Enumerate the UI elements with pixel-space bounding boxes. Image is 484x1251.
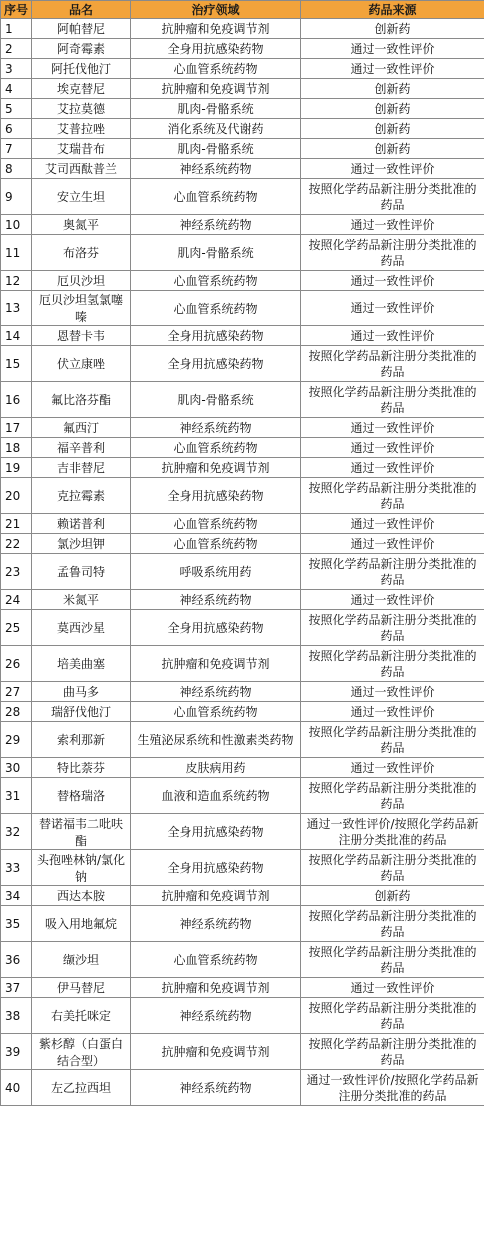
row-number: 34 <box>1 886 32 906</box>
table-row <box>1 271 484 291</box>
drug-name: 赖诺普利 <box>32 514 131 534</box>
row-number: 40 <box>1 1070 32 1106</box>
therapy-area: 全身用抗感染药物 <box>131 39 301 59</box>
therapy-area: 抗肿瘤和免疫调节剂 <box>131 1034 301 1070</box>
row-number: 18 <box>1 438 32 458</box>
therapy-area: 抗肿瘤和免疫调节剂 <box>131 19 301 39</box>
drug-name: 培美曲塞 <box>32 646 131 682</box>
table-row <box>1 942 484 978</box>
row-number: 14 <box>1 326 32 346</box>
drug-source: 创新药 <box>301 886 484 906</box>
drug-name: 瑞舒伐他汀 <box>32 702 131 722</box>
therapy-area: 全身用抗感染药物 <box>131 850 301 886</box>
table-row <box>1 346 484 382</box>
drug-source: 通过一致性评价 <box>301 534 484 554</box>
row-number: 20 <box>1 478 32 514</box>
table-row <box>1 778 484 814</box>
drug-name: 恩替卡韦 <box>32 326 131 346</box>
therapy-area: 全身用抗感染药物 <box>131 610 301 646</box>
row-number: 2 <box>1 39 32 59</box>
therapy-area: 神经系统药物 <box>131 998 301 1034</box>
therapy-area: 肌肉-骨骼系统 <box>131 139 301 159</box>
table-row <box>1 326 484 346</box>
table-row <box>1 554 484 590</box>
drug-source: 通过一致性评价 <box>301 39 484 59</box>
row-number: 8 <box>1 159 32 179</box>
row-number: 13 <box>1 291 32 326</box>
drug-source: 按照化学药品新注册分类批准的药品 <box>301 998 484 1034</box>
drug-source: 创新药 <box>301 99 484 119</box>
therapy-area: 肌肉-骨骼系统 <box>131 235 301 271</box>
table-row <box>1 458 484 478</box>
drug-name: 吸入用地氟烷 <box>32 906 131 942</box>
drug-name: 艾司西酞普兰 <box>32 159 131 179</box>
drug-source: 创新药 <box>301 119 484 139</box>
drug-name: 氯沙坦钾 <box>32 534 131 554</box>
drug-source: 按照化学药品新注册分类批准的药品 <box>301 942 484 978</box>
table-row <box>1 850 484 886</box>
header-name: 品名 <box>32 1 131 19</box>
row-number: 12 <box>1 271 32 291</box>
table-row <box>1 19 484 39</box>
drug-name: 替诺福韦二吡呋酯 <box>32 814 131 850</box>
drug-source: 通过一致性评价/按照化学药品新注册分类批准的药品 <box>301 814 484 850</box>
drug-name: 奥氮平 <box>32 215 131 235</box>
therapy-area: 神经系统药物 <box>131 590 301 610</box>
therapy-area: 肌肉-骨骼系统 <box>131 99 301 119</box>
drug-source: 通过一致性评价 <box>301 590 484 610</box>
therapy-area: 呼吸系统用药 <box>131 554 301 590</box>
drug-source: 按照化学药品新注册分类批准的药品 <box>301 1034 484 1070</box>
table-row <box>1 722 484 758</box>
therapy-area: 抗肿瘤和免疫调节剂 <box>131 458 301 478</box>
row-number: 23 <box>1 554 32 590</box>
table-row <box>1 235 484 271</box>
drug-source: 创新药 <box>301 19 484 39</box>
drug-name: 米氮平 <box>32 590 131 610</box>
row-number: 27 <box>1 682 32 702</box>
therapy-area: 全身用抗感染药物 <box>131 326 301 346</box>
therapy-area: 心血管系统药物 <box>131 534 301 554</box>
drug-name: 孟鲁司特 <box>32 554 131 590</box>
drug-name: 艾拉莫德 <box>32 99 131 119</box>
drug-source: 按照化学药品新注册分类批准的药品 <box>301 722 484 758</box>
table-row <box>1 478 484 514</box>
drug-name: 厄贝沙坦 <box>32 271 131 291</box>
row-number: 10 <box>1 215 32 235</box>
drug-source: 通过一致性评价 <box>301 326 484 346</box>
drug-name: 布洛芬 <box>32 235 131 271</box>
therapy-area: 血液和造血系统药物 <box>131 778 301 814</box>
table-row <box>1 590 484 610</box>
drug-source: 按照化学药品新注册分类批准的药品 <box>301 850 484 886</box>
row-number: 7 <box>1 139 32 159</box>
drug-name: 吉非替尼 <box>32 458 131 478</box>
therapy-area: 心血管系统药物 <box>131 59 301 79</box>
drug-name: 福辛普利 <box>32 438 131 458</box>
therapy-area: 全身用抗感染药物 <box>131 814 301 850</box>
table-row <box>1 702 484 722</box>
drug-source: 按照化学药品新注册分类批准的药品 <box>301 554 484 590</box>
header-num: 序号 <box>1 1 32 19</box>
therapy-area: 心血管系统药物 <box>131 179 301 215</box>
drug-name: 艾普拉唑 <box>32 119 131 139</box>
table-row <box>1 382 484 418</box>
row-number: 36 <box>1 942 32 978</box>
therapy-area: 神经系统药物 <box>131 906 301 942</box>
row-number: 24 <box>1 590 32 610</box>
therapy-area: 心血管系统药物 <box>131 438 301 458</box>
therapy-area: 抗肿瘤和免疫调节剂 <box>131 978 301 998</box>
drug-source: 按照化学药品新注册分类批准的药品 <box>301 235 484 271</box>
row-number: 3 <box>1 59 32 79</box>
row-number: 4 <box>1 79 32 99</box>
row-number: 16 <box>1 382 32 418</box>
drug-source: 通过一致性评价 <box>301 682 484 702</box>
drug-name: 替格瑞洛 <box>32 778 131 814</box>
table-row <box>1 291 484 326</box>
row-number: 15 <box>1 346 32 382</box>
table-row <box>1 534 484 554</box>
table-row <box>1 1034 484 1070</box>
header-source: 药品来源 <box>301 1 484 19</box>
drug-name: 艾瑞昔布 <box>32 139 131 159</box>
row-number: 32 <box>1 814 32 850</box>
row-number: 9 <box>1 179 32 215</box>
table-row <box>1 418 484 438</box>
drug-name: 西达本胺 <box>32 886 131 906</box>
therapy-area: 生殖泌尿系统和性激素类药物 <box>131 722 301 758</box>
therapy-area: 抗肿瘤和免疫调节剂 <box>131 79 301 99</box>
drug-name: 索利那新 <box>32 722 131 758</box>
drug-name: 左乙拉西坦 <box>32 1070 131 1106</box>
row-number: 6 <box>1 119 32 139</box>
drug-source: 通过一致性评价 <box>301 215 484 235</box>
drug-name: 埃克替尼 <box>32 79 131 99</box>
table-row <box>1 215 484 235</box>
drug-source: 通过一致性评价 <box>301 438 484 458</box>
drug-source: 按照化学药品新注册分类批准的药品 <box>301 179 484 215</box>
drug-name: 阿托伐他汀 <box>32 59 131 79</box>
drug-source: 通过一致性评价 <box>301 59 484 79</box>
drug-name: 曲马多 <box>32 682 131 702</box>
drug-source: 按照化学药品新注册分类批准的药品 <box>301 778 484 814</box>
drug-name: 克拉霉素 <box>32 478 131 514</box>
table-row <box>1 682 484 702</box>
drug-name: 阿奇霉素 <box>32 39 131 59</box>
row-number: 33 <box>1 850 32 886</box>
therapy-area: 肌肉-骨骼系统 <box>131 382 301 418</box>
drug-source: 创新药 <box>301 139 484 159</box>
therapy-area: 神经系统药物 <box>131 215 301 235</box>
drug-source: 按照化学药品新注册分类批准的药品 <box>301 610 484 646</box>
therapy-area: 神经系统药物 <box>131 682 301 702</box>
row-number: 19 <box>1 458 32 478</box>
table-body <box>1 19 484 1106</box>
table-row <box>1 610 484 646</box>
table-row <box>1 119 484 139</box>
table-row <box>1 814 484 850</box>
drug-source: 按照化学药品新注册分类批准的药品 <box>301 478 484 514</box>
therapy-area: 心血管系统药物 <box>131 702 301 722</box>
drug-name: 伏立康唑 <box>32 346 131 382</box>
row-number: 25 <box>1 610 32 646</box>
row-number: 11 <box>1 235 32 271</box>
row-number: 5 <box>1 99 32 119</box>
table-row <box>1 646 484 682</box>
drug-source: 通过一致性评价 <box>301 458 484 478</box>
therapy-area: 全身用抗感染药物 <box>131 478 301 514</box>
row-number: 1 <box>1 19 32 39</box>
header-row <box>1 1 484 19</box>
row-number: 39 <box>1 1034 32 1070</box>
table-row <box>1 139 484 159</box>
header-area: 治疗领域 <box>131 1 301 19</box>
drug-name: 氟比洛芬酯 <box>32 382 131 418</box>
drug-source: 通过一致性评价 <box>301 291 484 326</box>
drug-name: 莫西沙星 <box>32 610 131 646</box>
therapy-area: 神经系统药物 <box>131 418 301 438</box>
therapy-area: 心血管系统药物 <box>131 514 301 534</box>
drug-source: 按照化学药品新注册分类批准的药品 <box>301 906 484 942</box>
row-number: 38 <box>1 998 32 1034</box>
row-number: 22 <box>1 534 32 554</box>
row-number: 21 <box>1 514 32 534</box>
table-row <box>1 758 484 778</box>
row-number: 17 <box>1 418 32 438</box>
drug-name: 右美托咪定 <box>32 998 131 1034</box>
drug-source: 按照化学药品新注册分类批准的药品 <box>301 346 484 382</box>
table-row <box>1 1070 484 1106</box>
drug-name: 紫杉醇（白蛋白结合型） <box>32 1034 131 1070</box>
therapy-area: 消化系统及代谢药 <box>131 119 301 139</box>
table-row <box>1 514 484 534</box>
drug-name: 特比萘芬 <box>32 758 131 778</box>
drug-source: 创新药 <box>301 79 484 99</box>
drug-source: 通过一致性评价 <box>301 271 484 291</box>
drug-source: 按照化学药品新注册分类批准的药品 <box>301 646 484 682</box>
therapy-area: 皮肤病用药 <box>131 758 301 778</box>
drug-name: 厄贝沙坦氢氯噻嗪 <box>32 291 131 326</box>
drug-name: 伊马替尼 <box>32 978 131 998</box>
table-row <box>1 438 484 458</box>
table-row <box>1 79 484 99</box>
row-number: 37 <box>1 978 32 998</box>
drug-name: 头孢唑林钠/氯化钠 <box>32 850 131 886</box>
therapy-area: 抗肿瘤和免疫调节剂 <box>131 886 301 906</box>
row-number: 29 <box>1 722 32 758</box>
drug-source: 通过一致性评价 <box>301 514 484 534</box>
therapy-area: 神经系统药物 <box>131 159 301 179</box>
drug-source: 通过一致性评价 <box>301 418 484 438</box>
row-number: 26 <box>1 646 32 682</box>
drug-source: 按照化学药品新注册分类批准的药品 <box>301 382 484 418</box>
table-row <box>1 978 484 998</box>
drug-name: 缬沙坦 <box>32 942 131 978</box>
row-number: 28 <box>1 702 32 722</box>
row-number: 30 <box>1 758 32 778</box>
drug-name: 阿帕替尼 <box>32 19 131 39</box>
table-row <box>1 159 484 179</box>
drug-source: 通过一致性评价/按照化学药品新注册分类批准的药品 <box>301 1070 484 1106</box>
table-row <box>1 39 484 59</box>
therapy-area: 神经系统药物 <box>131 1070 301 1106</box>
table-row <box>1 99 484 119</box>
drug-source: 通过一致性评价 <box>301 978 484 998</box>
table-row <box>1 179 484 215</box>
table-row <box>1 886 484 906</box>
drug-source: 通过一致性评价 <box>301 702 484 722</box>
table-row <box>1 59 484 79</box>
therapy-area: 心血管系统药物 <box>131 271 301 291</box>
row-number: 35 <box>1 906 32 942</box>
drug-name: 安立生坦 <box>32 179 131 215</box>
therapy-area: 抗肿瘤和免疫调节剂 <box>131 646 301 682</box>
drug-name: 氟西汀 <box>32 418 131 438</box>
table-row <box>1 906 484 942</box>
drug-source: 通过一致性评价 <box>301 758 484 778</box>
therapy-area: 心血管系统药物 <box>131 942 301 978</box>
drug-source: 通过一致性评价 <box>301 159 484 179</box>
therapy-area: 全身用抗感染药物 <box>131 346 301 382</box>
table-row <box>1 998 484 1034</box>
therapy-area: 心血管系统药物 <box>131 291 301 326</box>
row-number: 31 <box>1 778 32 814</box>
